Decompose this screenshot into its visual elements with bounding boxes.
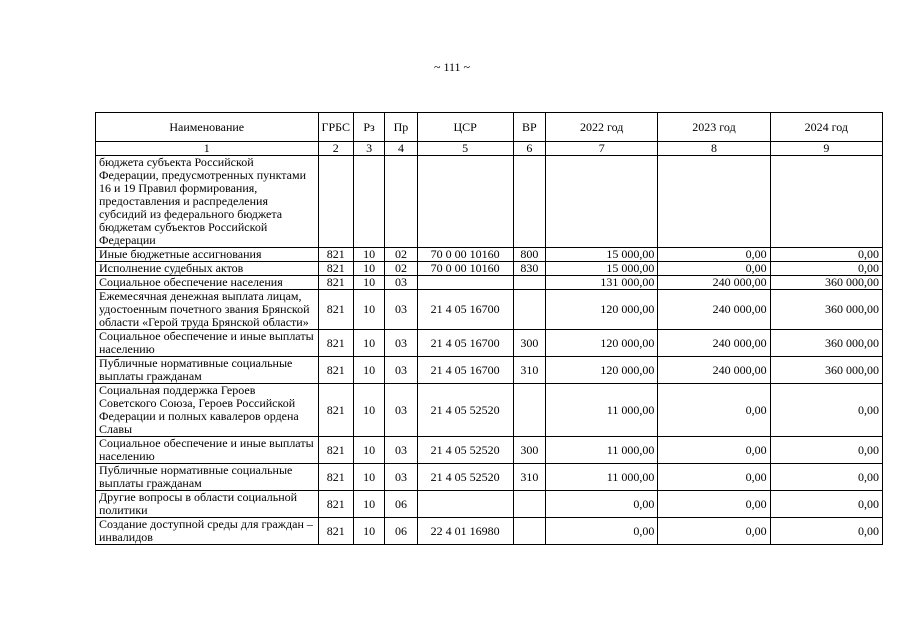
- row-csr: 21 4 05 52520: [417, 464, 513, 491]
- row-2023: 0,00: [658, 518, 770, 545]
- col-number: 7: [546, 142, 658, 156]
- row-csr: 21 4 05 16700: [417, 357, 513, 384]
- row-2023: 0,00: [658, 248, 770, 262]
- row-rz: [353, 156, 384, 248]
- row-2024: 0,00: [770, 437, 882, 464]
- row-pr: 06: [385, 518, 417, 545]
- col-header-name: Наименование: [96, 113, 319, 142]
- row-grbs: [318, 156, 353, 248]
- row-2024: 0,00: [770, 262, 882, 276]
- row-2023: 240 000,00: [658, 290, 770, 330]
- row-2024: 360 000,00: [770, 290, 882, 330]
- col-number: 3: [353, 142, 384, 156]
- table-row: [96, 437, 883, 464]
- row-2022: 0,00: [546, 491, 658, 518]
- table-row: [96, 464, 883, 491]
- row-2024: 0,00: [770, 384, 882, 437]
- row-2023: 0,00: [658, 464, 770, 491]
- col-number: 1: [96, 142, 319, 156]
- row-pr: 02: [385, 248, 417, 262]
- row-pr: 03: [385, 464, 417, 491]
- row-pr: 03: [385, 276, 417, 290]
- row-name: Публичные нормативные социальные выплаты гражданам: [96, 357, 319, 384]
- table-row: [96, 290, 883, 330]
- col-number: 5: [417, 142, 513, 156]
- col-number: 8: [658, 142, 770, 156]
- row-pr: 03: [385, 290, 417, 330]
- row-grbs: 821: [318, 276, 353, 290]
- row-pr: 03: [385, 357, 417, 384]
- row-csr: 70 0 00 10160: [417, 262, 513, 276]
- column-number-row: [96, 142, 883, 156]
- header-row: [96, 113, 883, 142]
- table-row: [96, 518, 883, 545]
- row-grbs: 821: [318, 464, 353, 491]
- row-csr: [417, 276, 513, 290]
- row-grbs: 821: [318, 518, 353, 545]
- row-csr: 21 4 05 52520: [417, 437, 513, 464]
- row-pr: [385, 156, 417, 248]
- table-row: [96, 384, 883, 437]
- row-vr: 830: [513, 262, 545, 276]
- row-name: Исполнение судебных актов: [96, 262, 319, 276]
- row-rz: 10: [353, 276, 384, 290]
- row-pr: 03: [385, 330, 417, 357]
- row-grbs: 821: [318, 330, 353, 357]
- budget-table: [95, 112, 883, 545]
- row-pr: 03: [385, 437, 417, 464]
- row-pr: 03: [385, 384, 417, 437]
- row-grbs: 821: [318, 262, 353, 276]
- col-header-rz: Рз: [353, 113, 384, 142]
- col-header-vr: ВР: [513, 113, 545, 142]
- row-grbs: 821: [318, 248, 353, 262]
- row-grbs: 821: [318, 384, 353, 437]
- row-csr: 21 4 05 52520: [417, 384, 513, 437]
- row-2023: 240 000,00: [658, 330, 770, 357]
- row-name: Иные бюджетные ассигнования: [96, 248, 319, 262]
- row-2022: 0,00: [546, 518, 658, 545]
- row-2024: 0,00: [770, 248, 882, 262]
- row-2022: 120 000,00: [546, 330, 658, 357]
- row-vr: 310: [513, 357, 545, 384]
- col-number: 6: [513, 142, 545, 156]
- row-2022: 15 000,00: [546, 262, 658, 276]
- row-2022: 131 000,00: [546, 276, 658, 290]
- row-2023: 240 000,00: [658, 357, 770, 384]
- row-2023: 240 000,00: [658, 276, 770, 290]
- row-rz: 10: [353, 437, 384, 464]
- row-pr: 02: [385, 262, 417, 276]
- row-2024: 360 000,00: [770, 276, 882, 290]
- row-name: Социальная поддержка Героев Советского Союза, Героев Российской Федерации и полных кавалеров ордена Славы: [96, 384, 319, 437]
- col-header-csr: ЦСР: [417, 113, 513, 142]
- row-2022: 15 000,00: [546, 248, 658, 262]
- table-row: [96, 248, 883, 262]
- row-csr: [417, 491, 513, 518]
- row-2023: 0,00: [658, 262, 770, 276]
- row-name: бюджета субъекта Российской Федерации, предусмотренных пунктами 16 и 19 Правил формирования, предоставления и распределения субсидий из федерального бюджета бюджетам субъектов Российской Федерации: [96, 156, 319, 248]
- row-2024: [770, 156, 882, 248]
- row-2023: 0,00: [658, 437, 770, 464]
- col-header-pr: Пр: [385, 113, 417, 142]
- row-2022: [546, 156, 658, 248]
- row-grbs: 821: [318, 491, 353, 518]
- row-vr: [513, 290, 545, 330]
- row-vr: [513, 491, 545, 518]
- row-name: Создание доступной среды для граждан – инвалидов: [96, 518, 319, 545]
- row-pr: 06: [385, 491, 417, 518]
- col-header-2023: 2023 год: [658, 113, 770, 142]
- row-2023: 0,00: [658, 491, 770, 518]
- row-vr: 300: [513, 330, 545, 357]
- row-vr: [513, 518, 545, 545]
- row-2022: 11 000,00: [546, 437, 658, 464]
- row-name: Другие вопросы в области социальной политики: [96, 491, 319, 518]
- row-vr: [513, 156, 545, 248]
- table-row: [96, 276, 883, 290]
- row-name: Ежемесячная денежная выплата лицам, удостоенным почетного звания Брянской области «Герой труда Брянской области»: [96, 290, 319, 330]
- row-name: Социальное обеспечение и иные выплаты населению: [96, 437, 319, 464]
- row-csr: 70 0 00 10160: [417, 248, 513, 262]
- row-2024: 360 000,00: [770, 330, 882, 357]
- row-2022: 11 000,00: [546, 384, 658, 437]
- col-header-2022: 2022 год: [546, 113, 658, 142]
- row-name: Публичные нормативные социальные выплаты гражданам: [96, 464, 319, 491]
- row-vr: [513, 384, 545, 437]
- table-row: [96, 491, 883, 518]
- row-vr: 310: [513, 464, 545, 491]
- row-2023: [658, 156, 770, 248]
- row-2024: 0,00: [770, 518, 882, 545]
- table-row: [96, 262, 883, 276]
- row-vr: [513, 276, 545, 290]
- row-csr: 22 4 01 16980: [417, 518, 513, 545]
- row-rz: 10: [353, 290, 384, 330]
- row-rz: 10: [353, 491, 384, 518]
- table-row: [96, 156, 883, 248]
- row-2024: 0,00: [770, 491, 882, 518]
- col-header-2024: 2024 год: [770, 113, 882, 142]
- row-rz: 10: [353, 518, 384, 545]
- row-2023: 0,00: [658, 384, 770, 437]
- row-name: Социальное обеспечение и иные выплаты населению: [96, 330, 319, 357]
- row-vr: 800: [513, 248, 545, 262]
- col-number: 4: [385, 142, 417, 156]
- row-2022: 120 000,00: [546, 290, 658, 330]
- row-name: Социальное обеспечение населения: [96, 276, 319, 290]
- col-header-grbs: ГРБС: [318, 113, 353, 142]
- row-2024: 360 000,00: [770, 357, 882, 384]
- row-rz: 10: [353, 357, 384, 384]
- row-2024: 0,00: [770, 464, 882, 491]
- table-row: [96, 357, 883, 384]
- row-csr: 21 4 05 16700: [417, 330, 513, 357]
- row-grbs: 821: [318, 357, 353, 384]
- page-number: ~ 111 ~: [433, 60, 471, 74]
- row-grbs: 821: [318, 437, 353, 464]
- table-row: [96, 330, 883, 357]
- row-rz: 10: [353, 248, 384, 262]
- col-number: 2: [318, 142, 353, 156]
- row-rz: 10: [353, 262, 384, 276]
- row-rz: 10: [353, 384, 384, 437]
- col-number: 9: [770, 142, 882, 156]
- row-rz: 10: [353, 464, 384, 491]
- row-rz: 10: [353, 330, 384, 357]
- row-csr: 21 4 05 16700: [417, 290, 513, 330]
- row-grbs: 821: [318, 290, 353, 330]
- row-vr: 300: [513, 437, 545, 464]
- row-2022: 11 000,00: [546, 464, 658, 491]
- row-csr: [417, 156, 513, 248]
- row-2022: 120 000,00: [546, 357, 658, 384]
